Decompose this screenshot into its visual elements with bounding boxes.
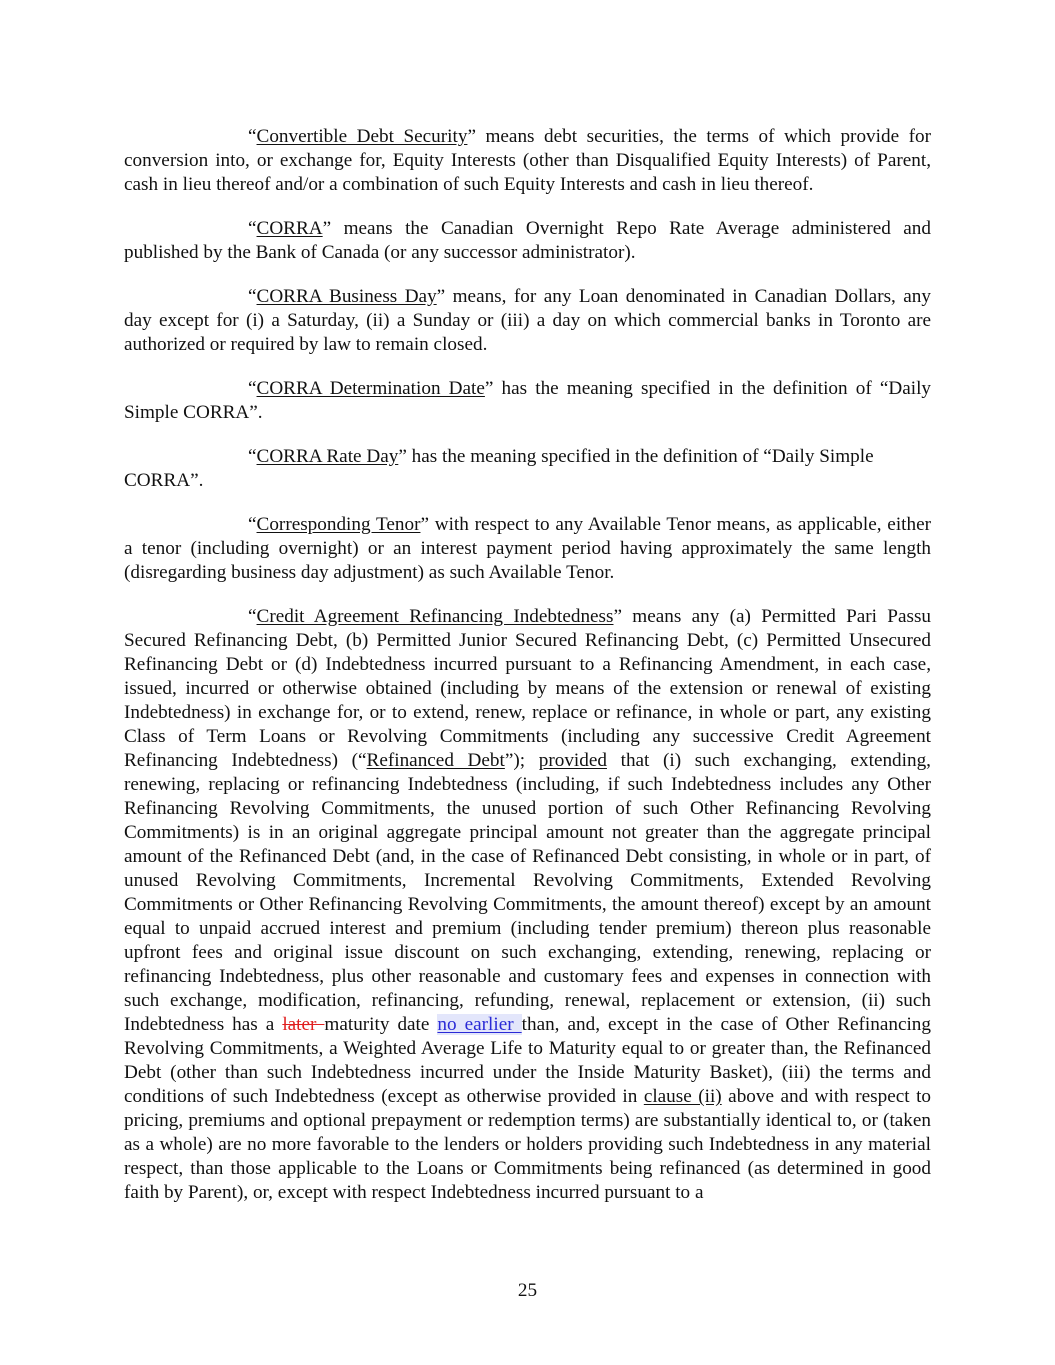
definition-corra-determination-date xyxy=(124,377,931,425)
defined-term: Credit Agreement Refinancing Indebtedness xyxy=(256,606,614,627)
refinanced-debt-term: Refinanced Debt xyxy=(366,750,505,771)
defined-term: CORRA Business Day xyxy=(256,286,437,307)
tracked-insertion[interactable]: no earlier xyxy=(437,1014,522,1035)
definition-text: than, and, except in the case of Other Refinancing Revolving Commitments, a Weighted Average Life to Maturity equal to or greater than, the Refinanced Debt (other than such Indebtedness incurred under the Inside Maturity Basket), (iii) the terms and conditions of such Indebtedness (except as otherwise provided in xyxy=(124,1014,931,1107)
open-quote: “ xyxy=(248,514,257,535)
defined-term: Convertible Debt Security xyxy=(256,126,468,147)
defined-term: CORRA Rate Day xyxy=(256,446,399,467)
definition-text: ” means any (a) Permitted Pari Passu Secured Refinancing Debt, (b) Permitted Junior Secured Refinancing Debt, (c) Permitted Unsecured Refinancing Debt or (d) Indebtedness incurred pursuant to a Refinancing Amendment, in each case, issued, incurred or otherwise obtained (including by means of the extension or renewal of existing Indebtedness) in exchange for, or to extend, renew, replace or refinance, in whole or part, any existing Class of Term Loans or Revolving Commitments (including any successive Credit Agreement Refinancing Indebtedness) (“ xyxy=(124,606,932,771)
definition-corra xyxy=(124,217,931,265)
defined-term: CORRA xyxy=(256,218,323,239)
definition-corra-rate-day xyxy=(124,445,931,493)
definition-text: maturity date xyxy=(324,1014,438,1035)
defined-term: Corresponding Tenor xyxy=(256,514,421,535)
definition-corresponding-tenor xyxy=(124,513,931,585)
definition-corra-business-day xyxy=(124,285,931,357)
definition-text: that (i) such exchanging, extending, renewing, replacing or refinancing Indebtedness (including, if such Indebtedness includes any Other Refinancing Revolving Commitments, the unused portion of such Other Refinancing Revolving Commitments) is in an original aggregate principal amount not greater than the aggregate principal amount of the Refinanced Debt (and, in the case of Refinanced Debt consisting, in whole or in part, of unused Revolving Commitments, Incremental Revolving Commitments, Extended Revolving Commitments or Other Refinancing Revolving Commitments, the amount thereof) except by an amount equal to unpaid accrued interest and premium (including tender premium) thereon plus reasonable upfront fees and original issue discount on such exchanging, extending, renewing, replacing or refinancing Indebtedness, plus other reasonable and customary fees and expenses in connection with such exchange, modification, refinancing, refunding, renewal, replacement or extension, (ii) such Indebtedness has a xyxy=(124,750,931,1035)
definition-convertible-debt-security xyxy=(124,125,931,197)
document-page xyxy=(124,125,931,1225)
definition-text: above and with respect to pricing, premiums and optional prepayment or redemption terms) are substantially identical to, or (taken as a whole) are no more favorable to the lenders or holders providing such Indebtedness in any material respect, than those applicable to the Loans or Commitments being refinanced (as determined in good faith by Parent), or, except with respect Indebtedness incurred pursuant to a xyxy=(124,1086,931,1203)
open-quote: “ xyxy=(248,446,257,467)
open-quote: “ xyxy=(248,378,257,399)
definition-text: ” has the meaning specified in the definition of “Daily Simple CORRA”. xyxy=(124,446,874,491)
definition-text: ” means, for any Loan denominated in Canadian Dollars, any day except for (i) a Saturday, (ii) a Sunday or (iii) a day on which commercial banks in Toronto are authorized or required by law to remain closed. xyxy=(124,286,931,355)
tracked-deletion[interactable]: later xyxy=(282,1014,325,1035)
definition-text: ” with respect to any Available Tenor means, as applicable, either a tenor (including overnight) or an interest payment period having approximately the same length (disregarding business day adjustment) as such Available Tenor. xyxy=(124,514,931,583)
definition-text: ” means the Canadian Overnight Repo Rate Average administered and published by the Bank of Canada (or any successor administrator). xyxy=(124,218,931,263)
open-quote: “ xyxy=(248,286,257,307)
clause-reference: clause (ii) xyxy=(643,1086,722,1107)
definition-text: ”); xyxy=(504,750,539,771)
open-quote: “ xyxy=(248,126,257,147)
definition-text: ” has the meaning specified in the definition of “Daily Simple CORRA”. xyxy=(124,378,931,423)
provided-term: provided xyxy=(538,750,607,771)
open-quote: “ xyxy=(248,606,257,627)
defined-term: CORRA Determination Date xyxy=(256,378,485,399)
definition-credit-agreement-refinancing-indebtedness xyxy=(124,605,931,1205)
definition-text: ” means debt securities, the terms of which provide for conversion into, or exchange for, Equity Interests (other than Disqualified Equity Interests) of Parent, cash in lieu thereof and/or a combination of such Equity Interests and cash in lieu thereof. xyxy=(124,126,931,195)
page-number: 25 xyxy=(517,1280,538,1301)
open-quote: “ xyxy=(248,218,257,239)
